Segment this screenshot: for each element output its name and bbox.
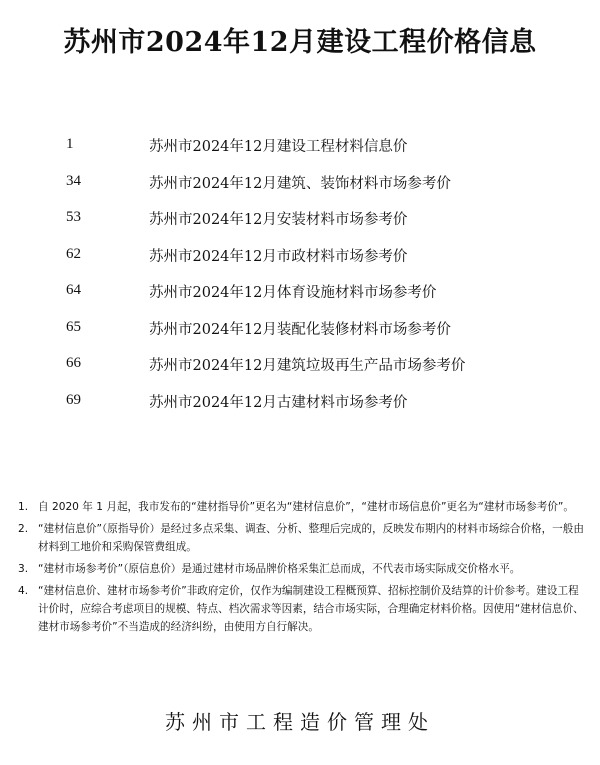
toc-item-title: 苏州市2024年12月建筑、装饰材料市场参考价 [149, 175, 451, 192]
toc-item-title: 苏州市2024年12月古建材料市场参考价 [149, 394, 408, 411]
table-of-contents [66, 130, 566, 422]
toc-item [66, 240, 566, 277]
toc-item-title: 苏州市2024年12月安装材料市场参考价 [149, 212, 408, 228]
toc-item-title: 苏州市2024年12月建设工程材料信息价 [149, 139, 408, 155]
toc-item [66, 276, 566, 313]
toc-page-number: 62 [66, 245, 81, 262]
note-number: 2. [18, 523, 29, 535]
toc-item-title: 苏州市2024年12月市政材料市场参考价 [149, 248, 408, 265]
note-item [18, 498, 588, 516]
note-number: 1. [18, 501, 29, 513]
toc-page-number: 64 [66, 282, 81, 298]
toc-item [66, 386, 566, 423]
toc-item-title: 苏州市2024年12月装配化装修材料市场参考价 [149, 321, 451, 338]
toc-item [66, 313, 566, 350]
notes-section [18, 498, 588, 640]
page-title: 苏州市2024年12月建设工程价格信息 [63, 27, 537, 58]
toc-item [66, 167, 566, 204]
note-item [18, 560, 588, 578]
note-text: 自 2020 年 1 月起，我市发布的“建材指导价”更名为“建材信息价”，“建材市场信息价”更名为“建材市场参考价”。 [38, 501, 575, 513]
toc-page-number: 1 [66, 136, 74, 152]
note-item [18, 520, 588, 556]
note-text: “建材信息价、建材市场参考价”非政府定价，仅作为编制建设工程概预算、招标控制价及结算的计价参考。建设工程计价时，应综合考虑项目的规模、特点、档次需求等因素，结合市场实际，合理确定材料价格。因使用“建材信息价、建材市场参考价”不当造成的经济纠纷，由使用方自行解决。 [38, 585, 584, 633]
toc-item-title: 苏州市2024年12月建筑垃圾再生产品市场参考价 [149, 358, 466, 374]
toc-item [66, 203, 566, 240]
footer-organization: 苏州市工程造价管理处 [165, 710, 435, 734]
note-text: “建材市场参考价”（原信息价）是通过建材市场品牌价格采集汇总而成，不代表市场实际成交价格水平。 [38, 563, 521, 575]
note-item [18, 582, 588, 636]
toc-page-number: 65 [66, 318, 81, 335]
toc-item [66, 349, 566, 386]
toc-item-title: 苏州市2024年12月体育设施材料市场参考价 [149, 285, 437, 301]
toc-page-number: 66 [66, 355, 81, 371]
note-number: 3. [18, 563, 29, 575]
toc-page-number: 53 [66, 209, 81, 225]
toc-page-number: 69 [66, 391, 81, 408]
toc-page-number: 34 [66, 172, 81, 189]
toc-item [66, 130, 566, 167]
note-text: “建材信息价”（原指导价）是经过多点采集、调查、分析、整理后完成的，反映发布期内的材料市场综合价格，一般由材料到工地价和采购保管费组成。 [38, 523, 584, 553]
note-number: 4. [18, 585, 29, 597]
